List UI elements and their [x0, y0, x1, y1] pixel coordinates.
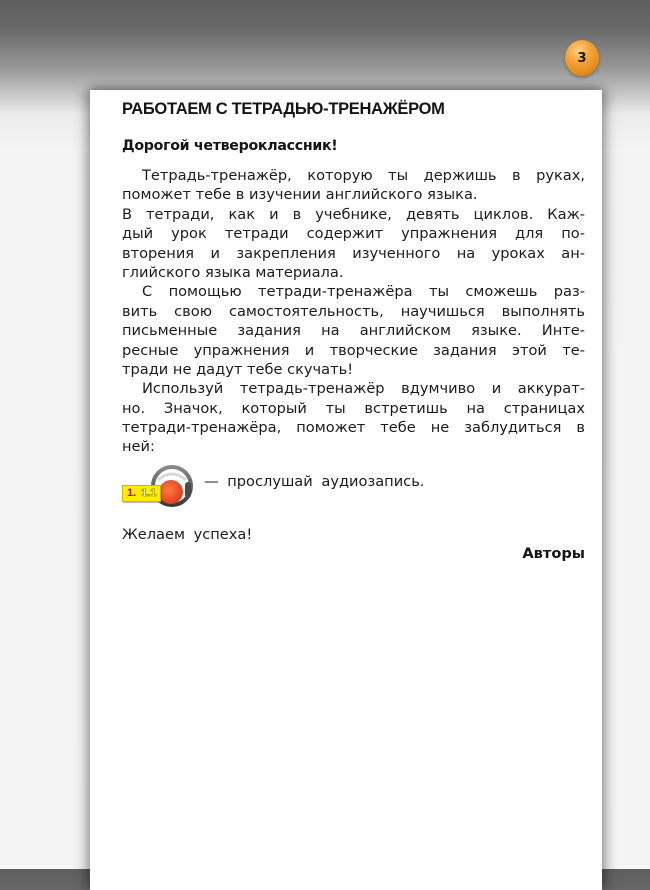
body-line: но. Значок, который ты встретишь на страницах — [122, 399, 585, 417]
body-line: В тетради, как и в учебнике, девять циклов. Каж- — [122, 205, 585, 223]
body-line: вить свою самостоятельность, научишься выполнять — [122, 302, 585, 320]
body-line: дый урок тетради содержит упражнения для по- — [122, 225, 585, 243]
body-text — [122, 166, 585, 457]
body-line: глийского языка материала. — [122, 263, 344, 281]
body-line: поможет тебе в изучении английского языка. — [122, 186, 478, 204]
audio-badge — [122, 462, 192, 508]
body-line: письменные задания на английском языке. Инте- — [122, 322, 585, 340]
signature: Авторы — [522, 545, 585, 562]
body-line: С помощью тетради-тренажёра ты сможешь раз- — [142, 283, 585, 301]
body-line: тетради-тренажёра, поможет тебе не заблудиться в — [122, 419, 585, 437]
document-page — [90, 90, 602, 890]
body-line: Тетрадь-тренажёр, которую ты держишь в руках, — [142, 167, 585, 184]
body-line: ресные упражнения и творческие задания этой те- — [122, 341, 585, 359]
body-line: тради не дадут тебе скучать! — [122, 360, 354, 378]
page-number-badge — [565, 40, 599, 76]
body-line: вторения и закрепления изученного на уроках ан- — [122, 244, 585, 262]
audio-legend-text: — прослушай аудиозапись. — [204, 473, 425, 490]
body-line: ней: — [122, 438, 155, 456]
audio-legend — [122, 462, 585, 508]
track-number: 1. — [127, 487, 137, 499]
page-title: РАБОТАЕМ С ТЕТРАДЬЮ-ТРЕНАЖЁРОМ — [122, 100, 445, 118]
page-number: 3 — [577, 50, 587, 66]
body-line: Используй тетрадь-тренажёр вдумчиво и аккурат- — [142, 380, 585, 398]
track-number-label — [122, 485, 161, 502]
greeting-heading: Дорогой четвероклассник! — [122, 138, 338, 154]
track-sub-number: 1.1 — [141, 487, 157, 499]
closing-wish: Желаем успеха! — [122, 526, 253, 543]
